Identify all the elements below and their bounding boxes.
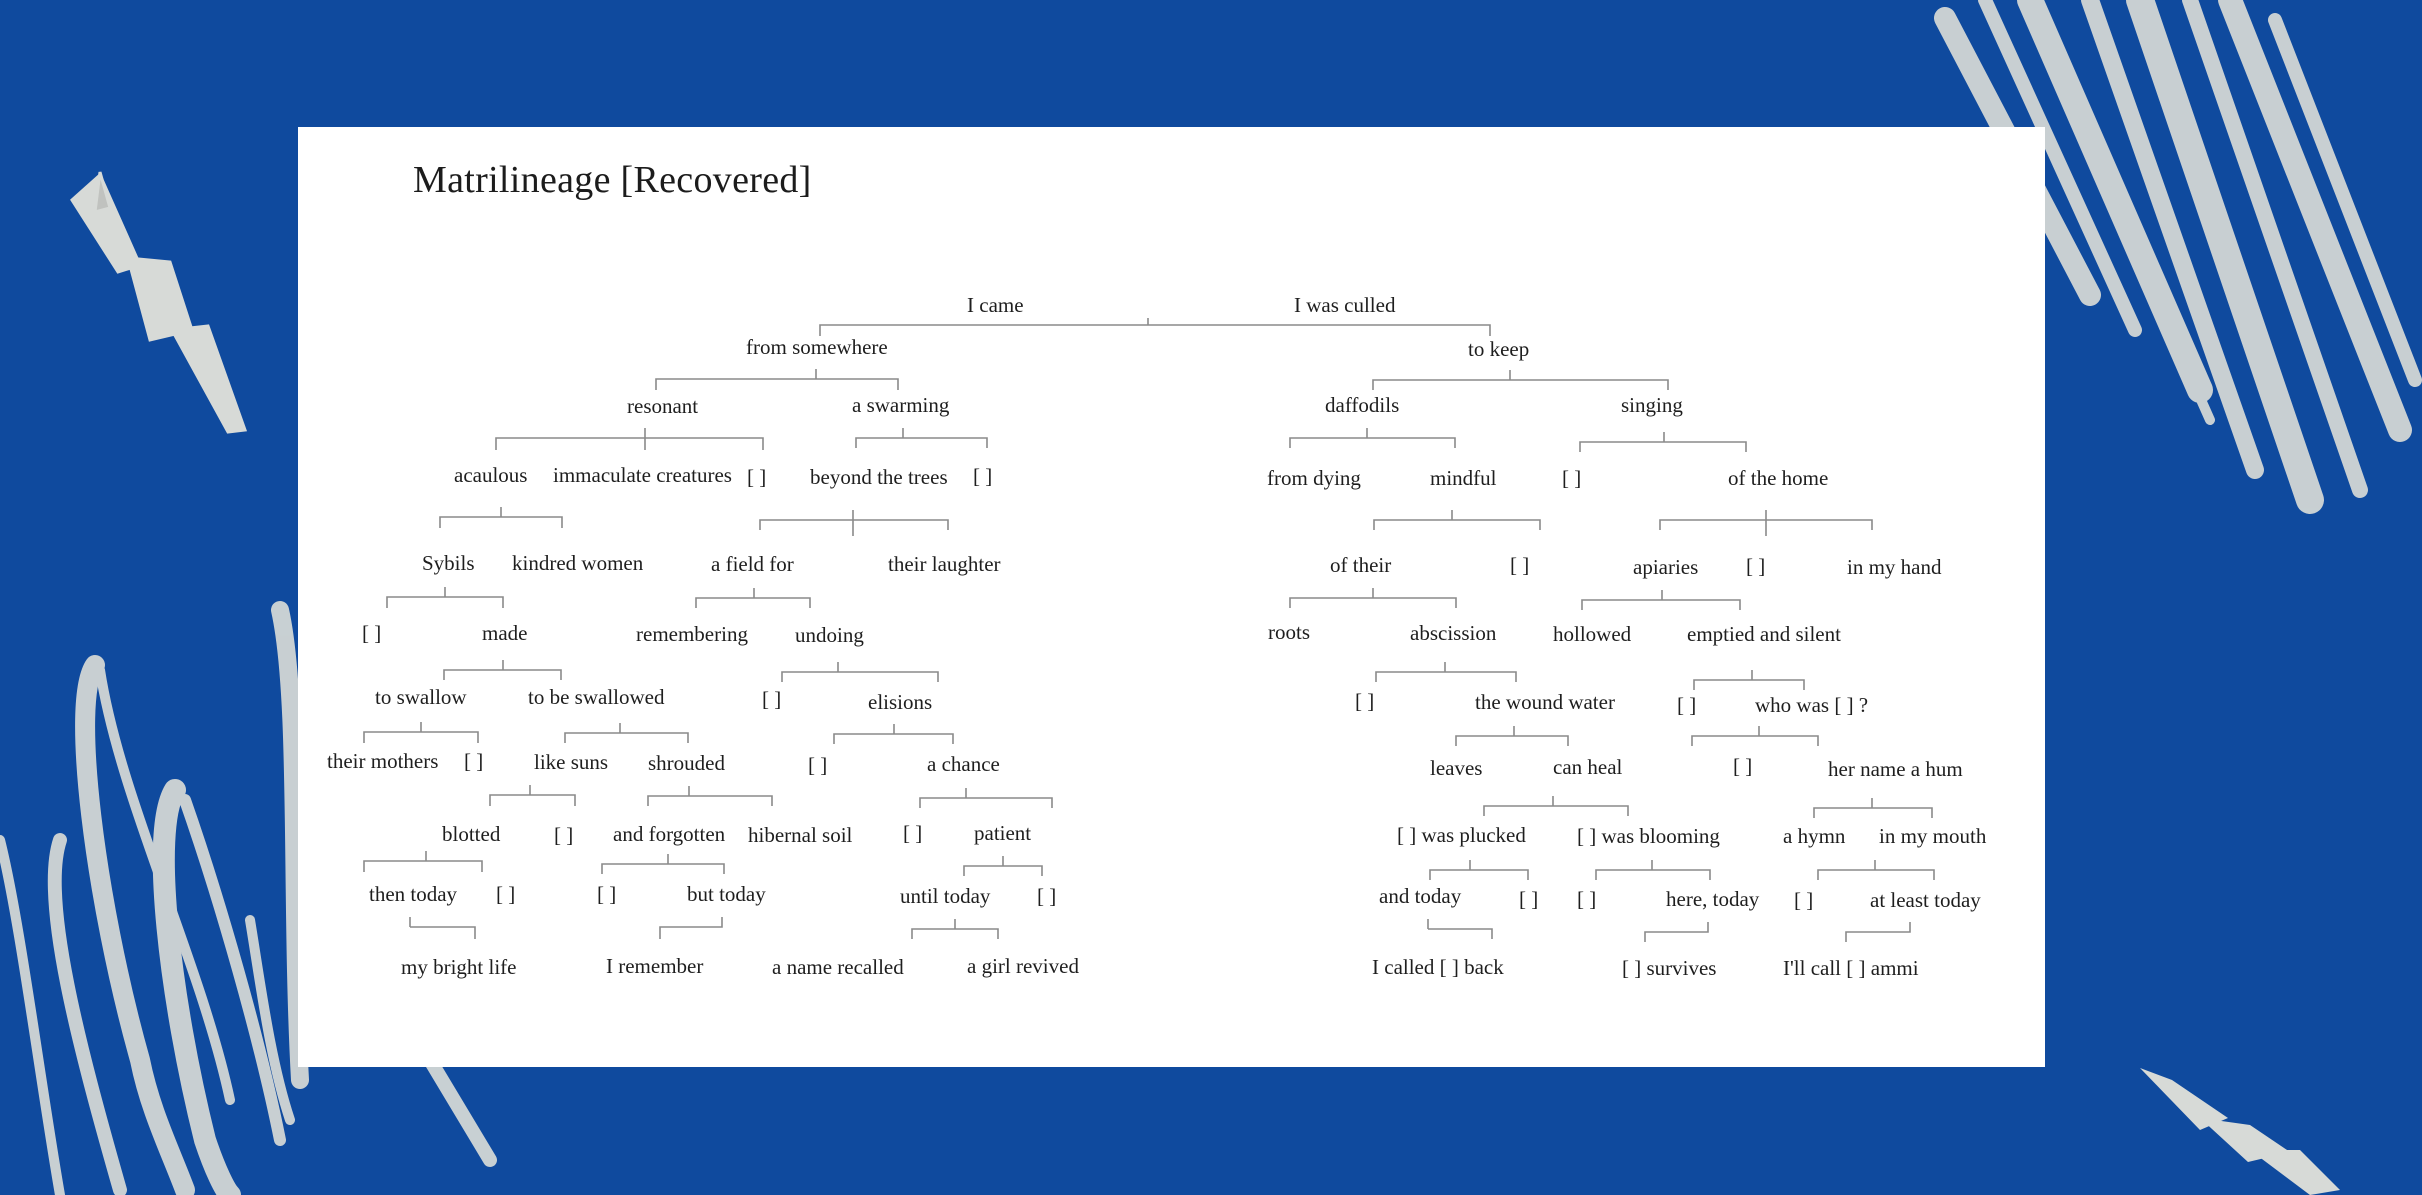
- word-in-my-mouth: in my mouth: [1879, 824, 1987, 848]
- word-a-name-recalled: a name recalled: [772, 955, 904, 979]
- word-the-wound-water: the wound water: [1475, 690, 1615, 714]
- word-who-was-blank: who was [ ] ?: [1755, 693, 1869, 717]
- word-blank: [ ]: [973, 464, 993, 488]
- word-from-dying: from dying: [1267, 466, 1361, 490]
- word-blank: [ ]: [496, 882, 516, 906]
- word-blank: [ ]: [1510, 553, 1530, 577]
- word-blank: [ ]: [747, 465, 767, 489]
- word-blank: [ ]: [597, 882, 617, 906]
- word-can-heal: can heal: [1553, 755, 1623, 779]
- word-ill-call-ammi: I'll call [ ] ammi: [1783, 956, 1919, 980]
- word-their-mothers: their mothers: [327, 749, 439, 773]
- word-acaulous: acaulous: [454, 463, 528, 487]
- word-patient: patient: [974, 821, 1032, 845]
- word-blank: [ ]: [808, 753, 828, 777]
- word-sybils: Sybils: [422, 551, 475, 575]
- word-blank: [ ]: [464, 749, 484, 773]
- word-undoing: undoing: [795, 623, 864, 647]
- word-then-today: then today: [369, 882, 458, 906]
- word-hibernal-soil: hibernal soil: [748, 823, 853, 847]
- word-their-laughter: their laughter: [888, 552, 1001, 576]
- word-from-somewhere: from somewhere: [746, 335, 888, 359]
- word-blank: [ ]: [554, 823, 574, 847]
- word-here-today: here, today: [1666, 887, 1760, 911]
- word-until-today: until today: [900, 884, 991, 908]
- word-roots: roots: [1268, 620, 1310, 644]
- word-blank: [ ]: [1577, 887, 1597, 911]
- word-a-field-for: a field for: [711, 552, 794, 576]
- word-was-plucked: [ ] was plucked: [1397, 823, 1526, 847]
- word-daffodils: daffodils: [1325, 393, 1400, 417]
- word-singing: singing: [1621, 393, 1683, 417]
- word-blank: [ ]: [1746, 554, 1766, 578]
- word-blank: [ ]: [762, 687, 782, 711]
- word-i-was-culled: I was culled: [1294, 293, 1396, 317]
- word-at-least-today: at least today: [1870, 888, 1981, 912]
- word-and-today: and today: [1379, 884, 1462, 908]
- word-i-remember: I remember: [606, 954, 704, 978]
- word-a-hymn: a hymn: [1783, 824, 1846, 848]
- word-a-swarming: a swarming: [852, 393, 950, 417]
- word-a-chance: a chance: [927, 752, 1000, 776]
- word-blank: [ ]: [1794, 888, 1814, 912]
- page-title: Matrilineage [Recovered]: [413, 159, 812, 201]
- word-of-the-home: of the home: [1728, 466, 1829, 490]
- word-mindful: mindful: [1430, 466, 1497, 490]
- word-in-my-hand: in my hand: [1847, 555, 1942, 579]
- word-hollowed: hollowed: [1553, 622, 1632, 646]
- word-blank: [ ]: [1519, 887, 1539, 911]
- word-immaculate-creatures: immaculate creatures: [553, 463, 732, 487]
- word-apiaries: apiaries: [1633, 555, 1699, 579]
- word-to-swallow: to swallow: [375, 685, 467, 709]
- word-shrouded: shrouded: [648, 751, 725, 775]
- word-remembering: remembering: [636, 622, 748, 646]
- word-and-forgotten: and forgotten: [613, 822, 726, 846]
- word-survives: [ ] survives: [1622, 956, 1717, 980]
- word-blank: [ ]: [903, 821, 923, 845]
- word-emptied-and-silent: emptied and silent: [1687, 622, 1841, 646]
- word-like-suns: like suns: [534, 750, 609, 774]
- word-but-today: but today: [687, 882, 766, 906]
- word-blotted: blotted: [442, 822, 501, 846]
- word-to-keep: to keep: [1468, 337, 1530, 361]
- word-blank: [ ]: [1677, 693, 1697, 717]
- word-a-girl-revived: a girl revived: [967, 954, 1079, 978]
- word-blank: [ ]: [1562, 466, 1582, 490]
- word-of-their: of their: [1330, 553, 1392, 577]
- word-resonant: resonant: [627, 394, 699, 418]
- word-to-be-swallowed: to be swallowed: [528, 685, 665, 709]
- word-beyond-the-trees: beyond the trees: [810, 465, 948, 489]
- word-blank: [ ]: [362, 621, 382, 645]
- word-her-name-a-hum: her name a hum: [1828, 757, 1963, 781]
- word-kindred-women: kindred women: [512, 551, 644, 575]
- word-leaves: leaves: [1430, 756, 1483, 780]
- word-made: made: [482, 621, 528, 645]
- word-blank: [ ]: [1355, 689, 1375, 713]
- word-blank: [ ]: [1037, 884, 1057, 908]
- word-abscission: abscission: [1410, 621, 1497, 645]
- word-i-called-back: I called [ ] back: [1372, 955, 1504, 979]
- word-my-bright-life: my bright life: [401, 955, 517, 979]
- word-blank: [ ]: [1733, 754, 1753, 778]
- word-elisions: elisions: [868, 690, 933, 714]
- word-was-blooming: [ ] was blooming: [1577, 824, 1720, 848]
- word-i-came: I came: [967, 293, 1024, 317]
